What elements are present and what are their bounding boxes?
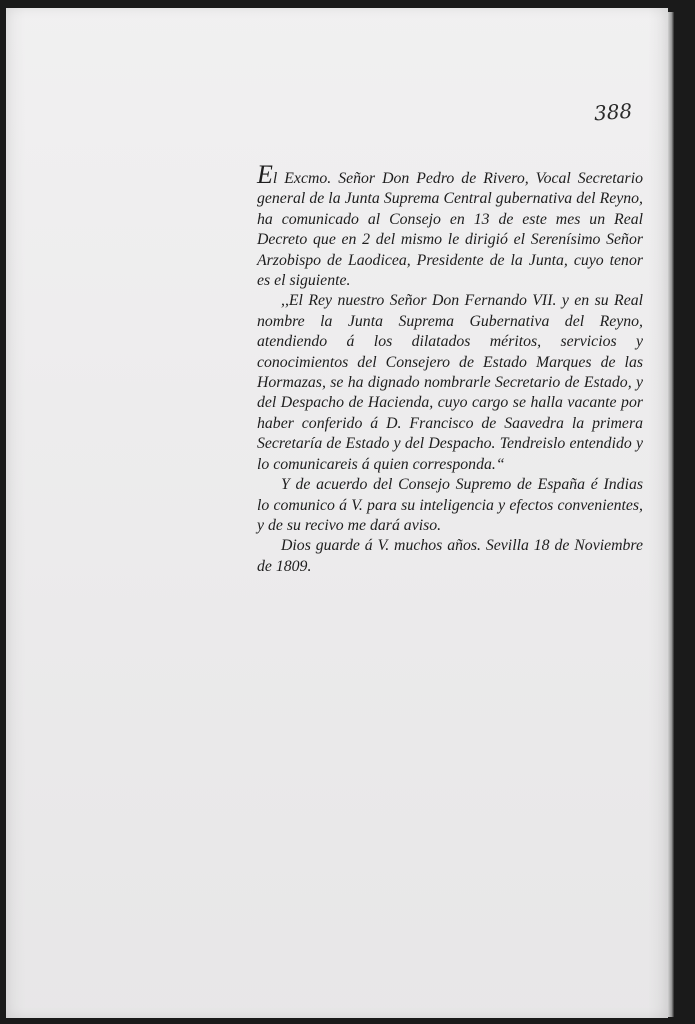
communication-paragraph: Y de acuerdo del Consejo Supremo de España é Indias lo comunico á V. para su inteligencia y efectos convenientes, y de su recivo me dará aviso. [257, 476, 643, 534]
folio-number: 388 [593, 98, 633, 126]
decree-paragraph: ,,El Rey nuestro Señor Don Fernando VII. y en su Real nombre la Junta Suprema Gubernativa del Reyno, atendiendo á los dilatados méritos, servicios y conocimientos del Consejero de Estado Marques de las Hormazas, se ha dignado nombrarle Secretario de Estado, y del Despacho de Hacienda, cuyo cargo se halla vacante por haber conferido á D. Francisco de Saavedra la primera Secretaría de Estado y del Despacho. Tendreislo entendido y lo comunicareis á quien corresponda.“ [257, 292, 643, 473]
initial-letter: E [257, 160, 273, 189]
closing-paragraph: Dios guarde á V. muchos años. Sevilla 18 de Noviembre de 1809. [257, 537, 643, 575]
paper-page [6, 8, 668, 1018]
page-edge-shadow [668, 12, 674, 1017]
intro-paragraph [257, 160, 643, 291]
decree-text-block [257, 160, 643, 577]
intro-text: l Excmo. Señor Don Pedro de Rivero, Vocal Secretario general de la Junta Suprema Central gubernativa del Reyno, ha comunicado al Consejo en 13 de este mes un Real Decreto que en 2 del mismo le dirigió el Serenísimo Señor Arzobispo de Laodicea, Presidente de la Junta, cuyo tenor es el siguiente. [257, 170, 643, 290]
